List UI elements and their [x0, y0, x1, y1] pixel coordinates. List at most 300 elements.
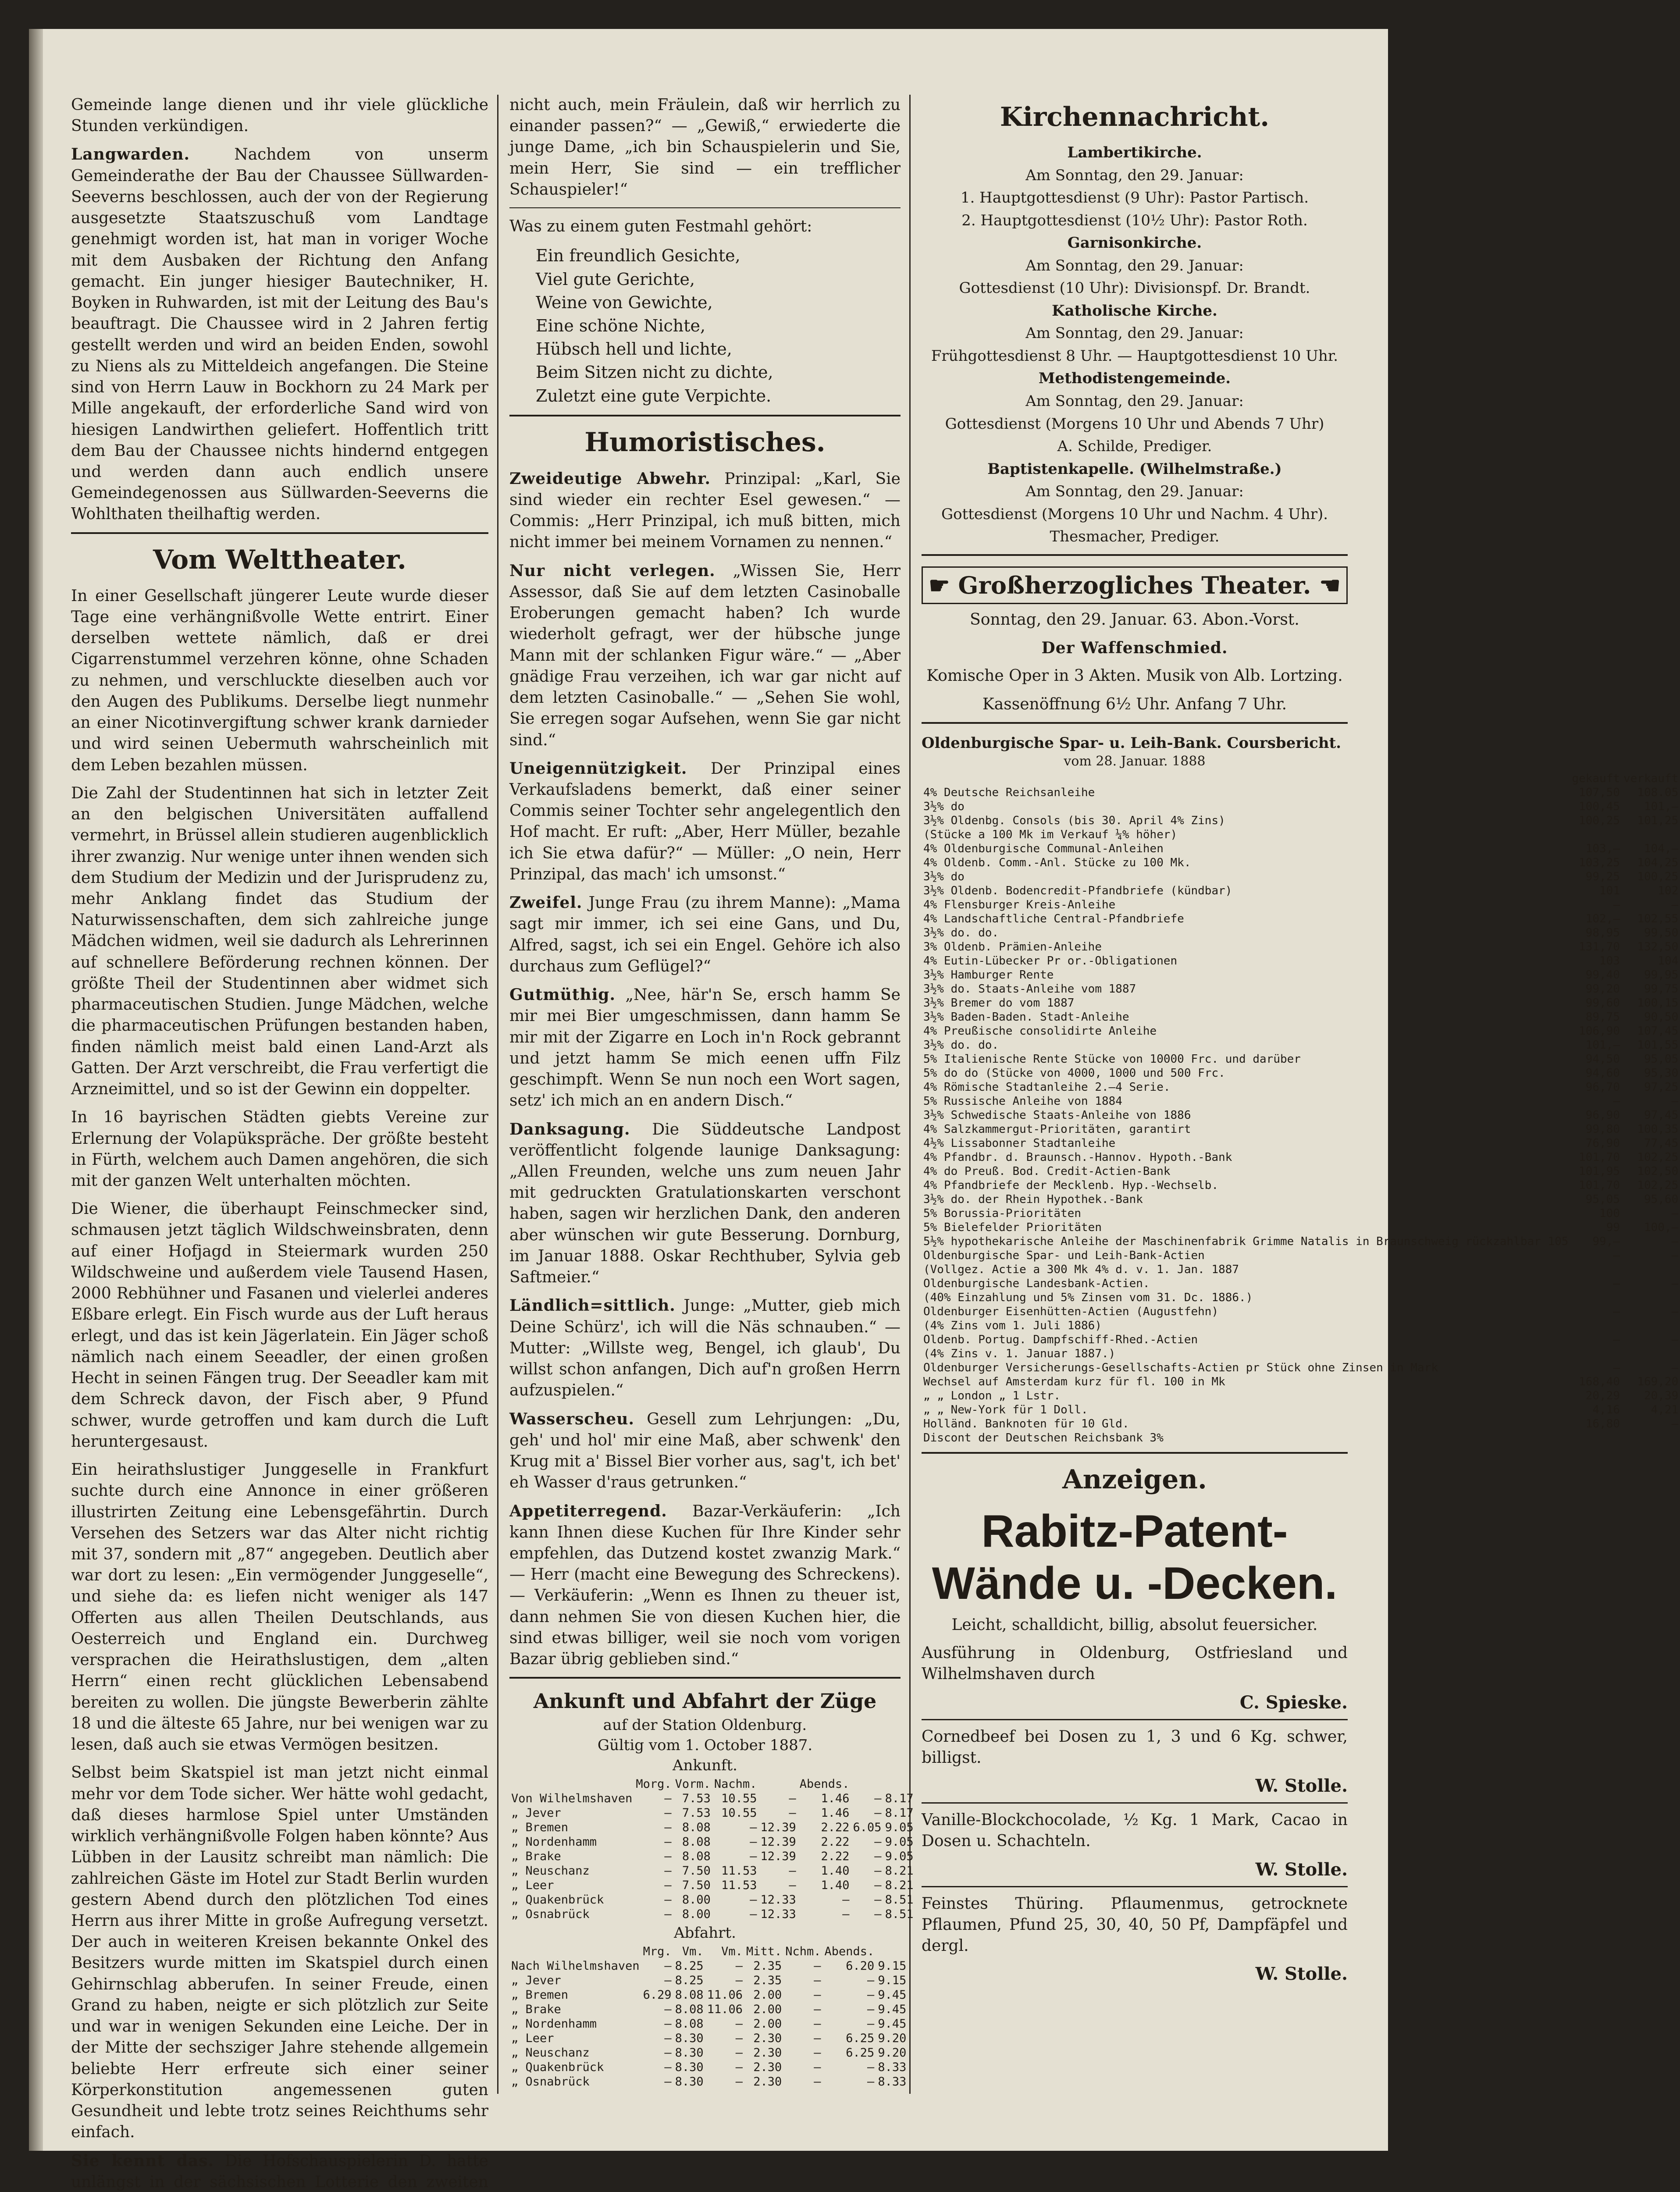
- table-cell: —: [874, 1893, 882, 1907]
- table-row: [922, 1206, 1680, 1221]
- table-cell: 4% Deutsche Reichsanleihe: [923, 786, 1095, 799]
- table-cell: 77,45: [1644, 1136, 1679, 1150]
- article-text: Die Süddeutsche Landpost veröffentlicht folgende launige Danksagung: „Allen Freunden, welche uns zum neuen Jahr mit gedruckten Gratulationskarten verschont haben, sagen wir herzlichen Dank, den anderen aber wünschen wir gute Besserung. Dornburg, im Januar 1888. Oskar Rechthuber, Sylvia geb Saftmeier.“: [509, 1120, 901, 1287]
- article-text: Die Wiener, die überhaupt Feinschmecker sind, schmausen jetzt täglich Wildschweinsbraten, denn auf einer Hofjagd in Steiermark wurden 250 Wildschweine und außerdem viele Tausend Hasen, 2000 Rebhühner und Fasanen und vielerlei anderes Eßbare erlegt. Ein Fisch wurde aus der Luft heraus erlegt, und das ist kein Jägerlatein. Ein Jäger schoß nämlich nach einem Seeadler, der einen großen Hecht in seinen Fängen trug. Der Seeadler kam mit dem Schreck davon, der Fisch aber, 9 Pfund schwer, wurde getroffen und kam durch die Luft heruntergesaust.: [71, 1200, 488, 1451]
- table-cell: 2.30: [753, 2046, 782, 2060]
- table-cell: 101,25: [1637, 814, 1679, 827]
- table-cell: 2.22: [821, 1820, 850, 1834]
- table-header-cell: [922, 772, 1570, 786]
- table-cell: 3½% Oldenbg. Consols (bis 30. April 4% Zins): [923, 814, 1225, 827]
- table-cell: 8.33: [878, 2060, 907, 2074]
- church-line: 1. Hauptgottesdienst (9 Uhr): Pastor Partisch.: [960, 189, 1309, 207]
- table-row: [922, 1150, 1680, 1164]
- table-cell: Oldenburgische Landesbank-Actien.: [923, 1277, 1150, 1290]
- table-row: [509, 1878, 915, 1893]
- quotations-table: [922, 772, 1680, 1445]
- table-cell: 5% Russische Anleihe von 1884: [923, 1094, 1122, 1108]
- table-cell: Holländ. Banknoten für 10 Gld.: [923, 1417, 1129, 1430]
- table-cell: 89,75: [1585, 1010, 1620, 1024]
- table-cell: —: [789, 1806, 796, 1820]
- table-row: [922, 1291, 1680, 1305]
- table-cell: „ Osnabrück: [511, 1907, 590, 1921]
- table-cell: —: [1671, 1249, 1679, 1262]
- continuation-paragraph: nicht auch, mein Fräulein, daß wir herrlich zu einander passen?“ — „Gewiß,“ erwiederte die junge Dame, „ich bin Schauspielerin und Sie, mein Herr, Sie sind — ein trefflicher Schauspieler!“: [509, 96, 901, 199]
- table-cell: 6.20: [846, 1959, 875, 1973]
- table-cell: 10.55: [721, 1806, 757, 1820]
- church-line: Am Sonntag, den 29. Januar:: [1025, 392, 1244, 410]
- table-cell: 2.22: [821, 1849, 850, 1863]
- table-cell: 2.00: [753, 1988, 782, 2002]
- table-cell: 7.53: [682, 1806, 711, 1820]
- timetable-title: Ankunft und Abfahrt der Züge: [533, 1689, 877, 1713]
- table-cell: 99,40: [1585, 968, 1620, 982]
- table-cell: [1570, 828, 1622, 842]
- article: [71, 586, 488, 776]
- table-row: [922, 912, 1680, 926]
- table-row: [509, 1849, 915, 1864]
- table-cell: „ Nordenhamm: [511, 1835, 597, 1849]
- table-cell: —: [814, 2046, 821, 2060]
- table-row: [922, 1235, 1680, 1249]
- table-cell: 96,90: [1585, 1108, 1620, 1122]
- theatre-title-text: Großherzogliches Theater.: [958, 571, 1311, 599]
- table-cell: 3½% Baden-Baden. Stadt-Anleihe: [923, 1010, 1129, 1024]
- ad-text: Leicht, schalldicht, billig, absolut feuersicher.: [951, 1616, 1318, 1634]
- table-cell: 8.30: [675, 2075, 704, 2089]
- table-cell: 2.00: [753, 2002, 782, 2016]
- section-divider: [922, 554, 1348, 556]
- church-line: Frühgottesdienst 8 Uhr. — Hauptgottesdienst 10 Uhr.: [931, 347, 1338, 365]
- column-1: [61, 95, 499, 2191]
- table-cell: 9.15: [878, 1973, 907, 1987]
- table-cell: —: [867, 2075, 875, 2089]
- table-cell: —: [1613, 1249, 1620, 1262]
- table-cell: 107,45: [1637, 1024, 1679, 1038]
- table-cell: 4% Pfandbr. d. Braunsch.-Hannov. Hypoth.-Bank: [923, 1150, 1232, 1164]
- ad-headline-line: Wände u. -Decken.: [932, 1558, 1338, 1609]
- article: [509, 758, 901, 885]
- church-line: Gottesdienst (Morgens 10 Uhr und Abends 7 Uhr): [945, 415, 1324, 433]
- table-cell: [1622, 1319, 1680, 1333]
- table-cell: 104,—: [1644, 842, 1679, 855]
- table-cell: 97,25: [1644, 1080, 1679, 1094]
- table-row: [922, 1164, 1680, 1178]
- table-cell: 95,60: [1644, 1192, 1679, 1206]
- table-row: [509, 1988, 908, 2002]
- departure-table: [509, 1944, 908, 2089]
- table-row: [922, 884, 1680, 898]
- church-line: Am Sonntag, den 29. Januar:: [1025, 483, 1244, 501]
- table-cell: 101,55: [1637, 1038, 1679, 1052]
- table-row: [509, 1907, 915, 1922]
- ad-signature: W. Stolle.: [1255, 1964, 1348, 1985]
- church-line: Am Sonntag, den 29. Januar:: [1025, 256, 1244, 274]
- table-cell: 8.08: [675, 2017, 704, 2031]
- table-cell: 4% Salzkammergut-Prioritäten, garantirt: [923, 1122, 1191, 1136]
- table-header-cell: Vorm.: [675, 1777, 711, 1791]
- table-cell: 99,20: [1585, 982, 1620, 996]
- table-row: [509, 2060, 908, 2075]
- table-cell: 98,95: [1585, 926, 1620, 939]
- table-cell: —: [664, 1864, 672, 1878]
- table-cell: —: [1671, 1206, 1679, 1220]
- table-cell: 4% do Preuß. Bod. Credit-Actien-Bank: [923, 1164, 1171, 1178]
- timetable-validity: Gültig vom 1. October 1887.: [597, 1736, 813, 1754]
- table-cell: 7.50: [682, 1878, 711, 1892]
- table-cell: 99,25: [1585, 870, 1620, 883]
- table-cell: 4,16: [1592, 1403, 1620, 1416]
- article-keyword: Nur nicht verlegen.: [509, 561, 715, 580]
- table-cell: —: [867, 1973, 875, 1987]
- table-cell: 8.30: [675, 2046, 704, 2060]
- table-cell: [1622, 1263, 1680, 1277]
- table-cell: 20,29: [1585, 1389, 1620, 1402]
- table-cell: (Vollgez. Actie a 300 Mk 4% d. v. 1. Jan. 1887: [923, 1263, 1239, 1276]
- table-row: [922, 1375, 1680, 1389]
- table-cell: Discont der Deutschen Reichsbank 3%: [923, 1431, 1164, 1445]
- table-cell: —: [735, 2046, 743, 2060]
- table-cell: —: [735, 2075, 743, 2089]
- article-text: Die Hofschauspielerin D. hatte unlängst in der sächsischen Lotterie den zweiten: [71, 2152, 488, 2191]
- table-cell: „ „ New-York für 1 Doll.: [923, 1403, 1088, 1416]
- table-cell: 12.39: [760, 1820, 796, 1834]
- ad-headline: [922, 1505, 1348, 1610]
- table-cell: 101,—: [1585, 1038, 1620, 1052]
- table-cell: —: [814, 2075, 821, 2089]
- table-row: [922, 1136, 1680, 1150]
- bank-date: vom 28. Januar. 1888: [1064, 753, 1206, 769]
- table-cell: „ Neuschanz: [511, 1864, 590, 1878]
- article-text: Der Prinzipal eines Verkaufsladens bemerkt, daß einer seiner Commis seiner Tochter sehr angelegentlich den Hof macht. Er ruft: „Aber, Herr Müller, bezahle ich Sie etwa dafür?“ — Müller: „O nein, Herr Prinzipal, das mach' ich umsonst.“: [509, 759, 901, 883]
- article: [509, 1501, 901, 1670]
- train-timetable: [509, 1689, 914, 2089]
- table-row: [922, 842, 1680, 856]
- table-cell: [1622, 1431, 1680, 1445]
- table-header-cell: [509, 1944, 641, 1959]
- article: [71, 783, 488, 1100]
- section-divider: [922, 1452, 1348, 1454]
- table-header-cell: gekauft: [1572, 772, 1620, 785]
- ads-title: Anzeigen.: [1062, 1464, 1207, 1495]
- table-row: [922, 996, 1680, 1010]
- poem-line: Ein freundlich Gesichte,: [536, 246, 740, 266]
- article-keyword: Appetiterregend.: [509, 1502, 667, 1520]
- article-keyword: Ländlich=sittlich.: [509, 1296, 676, 1315]
- church-line: Am Sonntag, den 29. Januar:: [1025, 166, 1244, 184]
- church-line: Katholische Kirche.: [1052, 302, 1217, 320]
- table-cell: 97,45: [1644, 1108, 1679, 1122]
- table-cell: —: [664, 1806, 672, 1820]
- table-row: [922, 1024, 1680, 1038]
- table-cell: —: [874, 1907, 882, 1921]
- table-cell: [1570, 1291, 1622, 1305]
- table-cell: „ Neuschanz: [511, 2046, 590, 2060]
- table-row: [509, 1820, 915, 1835]
- table-cell: 101: [1599, 884, 1620, 897]
- table-cell: 100,—: [1644, 1221, 1679, 1234]
- table-cell: „ Brake: [511, 2002, 561, 2016]
- church-line: Methodistengemeinde.: [1038, 370, 1231, 388]
- table-cell: —: [664, 2060, 672, 2074]
- table-header-row: [922, 772, 1680, 786]
- article: [509, 984, 901, 1111]
- table-row: [509, 2017, 908, 2031]
- table-header-cell: Vm.: [721, 1944, 743, 1958]
- table-cell: —: [867, 2002, 875, 2016]
- table-cell: „ Jever: [511, 1973, 561, 1987]
- table-cell: Von Wilhelmshaven: [511, 1791, 633, 1805]
- table-cell: 8.08: [682, 1820, 711, 1834]
- table-row: [922, 1122, 1680, 1136]
- ad-pflaumen: [922, 1886, 1348, 1985]
- table-cell: 101,95: [1579, 1164, 1620, 1178]
- ad-text: Feinstes Thüring. Pflaumenmus, getrocknete Pflaumen, Pfund 25, 30, 40, 50 Pf, Dampfäpfel und dergl.: [922, 1894, 1348, 1955]
- table-cell: „ Bremen: [511, 1820, 569, 1834]
- table-header-cell: Abends.: [799, 1777, 850, 1791]
- table-cell: 3½% Bremer do vom 1887: [923, 996, 1075, 1010]
- table-cell: —: [664, 2002, 672, 2016]
- table-row: [922, 1192, 1680, 1206]
- table-cell: —: [789, 1878, 796, 1892]
- ad-text: Vanille-Blockchocolade, ½ Kg. 1 Mark, Cacao in Dosen u. Schachteln.: [922, 1811, 1348, 1850]
- table-cell: —: [664, 2075, 672, 2089]
- poem-line: Hübsch hell und lichte,: [536, 339, 732, 359]
- table-cell: 8.08: [682, 1849, 711, 1863]
- table-cell: 12.39: [760, 1835, 796, 1849]
- article: [509, 1409, 901, 1494]
- ad-signature: W. Stolle.: [1255, 1776, 1348, 1797]
- article-text: Die Zahl der Studentinnen hat sich in letzter Zeit an den belgischen Universitäten auffallend vermehrt, in Brüssel allein studieren augenblicklich ihrer zwanzig. Nur wenige unter ihnen wenden sich dem Studium der Medizin und der Jurisprudenz zu, mehr Anklang findet das Studium der Naturwissenschaften, dem sich zahlreiche junge Mädchen widmen, weil sie dadurch als Lehrerinnen auf schnellere Beförderung rechnen können. Der größte Theil der Studentinnen aber widmet sich pharmaceutischen Studien. Junge Mädchen, welche die pharmaceutischen Prüfungen bestanden haben, finden nämlich meist bald einen Land-Arzt als Gatten. Der Arzt verschreibt, die Frau verfertigt die Arzneimittel, und so ist der Gewinn ein doppelter.: [71, 784, 488, 1099]
- table-cell: 3½% do: [923, 870, 965, 883]
- table-cell: 4% Römische Stadtanleihe 2.—4 Serie.: [923, 1080, 1171, 1094]
- table-cell: 8.00: [682, 1893, 711, 1907]
- table-cell: 5% do do (Stücke von 4000, 1000 und 500 Frc.: [923, 1066, 1225, 1080]
- table-cell: 104,25: [1637, 856, 1679, 869]
- table-cell: 4% Preußische consolidirte Anleihe: [923, 1024, 1157, 1038]
- table-cell: „ Leer: [511, 1878, 554, 1892]
- theatre-times: Kassenöffnung 6½ Uhr. Anfang 7 Uhr.: [982, 695, 1287, 713]
- table-cell: —: [1613, 1333, 1620, 1346]
- table-cell: 3½% do. Staats-Anleihe vom 1887: [923, 982, 1136, 996]
- table-cell: 4% Landschaftliche Central-Pfandbriefe: [923, 912, 1184, 925]
- table-header-cell: Vm.: [682, 1944, 704, 1958]
- table-header-cell: [758, 1777, 797, 1791]
- pointing-hand-icon: ☛: [929, 571, 958, 599]
- stock-quotations: [922, 734, 1679, 1445]
- table-cell: Oldenburger Versicherungs-Gesellschafts-Actien pr Stück ohne Zinsen in Mark: [923, 1361, 1438, 1374]
- table-cell: Oldenburgische Spar- und Leih-Bank-Actien: [923, 1249, 1205, 1262]
- table-cell: —: [789, 1791, 796, 1805]
- table-header-cell: [509, 1777, 634, 1791]
- table-cell: 4½% Lissabonner Stadtanleihe: [923, 1136, 1116, 1150]
- article: [509, 560, 901, 751]
- table-cell: —: [1671, 898, 1679, 911]
- table-cell: —: [750, 1893, 757, 1907]
- table-cell: —: [842, 1893, 850, 1907]
- table-cell: —: [874, 1791, 882, 1805]
- table-cell: 106,90: [1579, 1024, 1620, 1038]
- table-row: [922, 1080, 1680, 1094]
- table-cell: 1.40: [821, 1878, 850, 1892]
- table-cell: 95,30: [1644, 1066, 1679, 1080]
- table-cell: 100,25: [1579, 814, 1620, 827]
- ad-signature: W. Stolle.: [1255, 1859, 1348, 1880]
- table-cell: „ Bremen: [511, 1988, 569, 2002]
- table-cell: 168,40: [1579, 1375, 1620, 1388]
- table-cell: (4% Zins vom 1. Juli 1886): [923, 1319, 1102, 1332]
- poem-line: Zuletzt eine gute Verpichte.: [536, 386, 772, 406]
- table-row: [509, 1893, 915, 1907]
- table-cell: 6.25: [846, 2046, 875, 2060]
- pointing-hand-icon: ☚: [1311, 571, 1341, 599]
- article: [509, 1119, 901, 1288]
- table-cell: —: [664, 2017, 672, 2031]
- table-cell: 8.33: [878, 2075, 907, 2089]
- timetable-subtitle: auf der Station Oldenburg.: [603, 1716, 807, 1734]
- table-cell: 99,50: [1644, 926, 1679, 939]
- section-title: Vom Welttheater.: [153, 544, 406, 575]
- table-cell: 131,70: [1579, 940, 1620, 954]
- table-row: [922, 1263, 1680, 1277]
- table-cell: 99,—: [1592, 1235, 1620, 1248]
- church-line: Thesmacher, Prediger.: [1050, 528, 1220, 546]
- table-cell: —: [1671, 1305, 1679, 1318]
- table-cell: 9.20: [878, 2031, 907, 2045]
- theatre-notice: [922, 566, 1348, 715]
- table-cell: —: [664, 1893, 672, 1907]
- table-cell: 3½% do. der Rhein Hypothek.-Bank: [923, 1192, 1143, 1206]
- table-cell: 8.30: [675, 2031, 704, 2045]
- table-cell: —: [735, 2060, 743, 2074]
- table-cell: 100,45: [1579, 800, 1620, 813]
- continuation-paragraph: Gemeinde lange dienen und ihr viele glückliche Stunden verkündigen.: [71, 96, 488, 135]
- table-cell: —: [1671, 1417, 1679, 1430]
- table-cell: „ Quakenbrück: [511, 1893, 604, 1907]
- table-cell: —: [789, 1864, 796, 1878]
- table-cell: 101,70: [1579, 1178, 1620, 1192]
- table-row: [509, 2075, 908, 2089]
- table-cell: 2.22: [821, 1835, 850, 1849]
- table-cell: [1622, 1347, 1680, 1361]
- newspaper-page: [29, 29, 1679, 2191]
- table-cell: —: [664, 1907, 672, 1921]
- table-cell: 11.06: [707, 2002, 743, 2016]
- table-cell: 1.46: [821, 1806, 850, 1820]
- table-cell: 103: [1599, 954, 1620, 968]
- table-cell: 103,—: [1585, 842, 1620, 855]
- table-cell: —: [814, 1988, 821, 2002]
- article-text: Nachdem von unserm Gemeinderathe der Bau der Chaussee Süllwarden-Seeverns beschlossen, auch der von der Regierung ausgesetzte Staatszuschuß vom Landtage genehmigt worden ist, hat man in voriger Woche mit dem Ausbaken der Richtung den Anfang gemacht. Ein junger hiesiger Bautechniker, H. Boyken in Ruhwarden, ist mit der Leitung des Bau's beauftragt. Die Chaussee wird in 2 Jahren fertig gestellt werden und wird an beiden Enden, sowohl zu Niens als zu Mitteldeich angefangen. Die Steine sind von Herrn Lauw in Bockhorn zu 24 Mark per Mille angekauft, der erforderliche Sand wird von hiesigen Landwirthen geliefert. Hoffentlich tritt dem Bau der Chaussee nichts hindernd entgegen und werden dann auch endlich unsere Gemeindegenossen aus Süllwarden-Seeverns die Wohlthaten theilhaftig werden.: [71, 146, 488, 523]
- table-cell: 95,05: [1644, 1052, 1679, 1066]
- table-cell: 4% Flensburger Kreis-Anleihe: [923, 898, 1116, 911]
- table-cell: 3½% do. do.: [923, 1038, 999, 1052]
- table-cell: 8.21: [885, 1878, 914, 1892]
- table-cell: —: [1613, 1277, 1620, 1290]
- table-cell: (40% Einzahlung und 5% Zinsen vom 31. Dc. 1886.): [923, 1291, 1253, 1304]
- church-line: A. Schilde, Prediger.: [1057, 438, 1212, 455]
- table-cell: 102,55: [1637, 912, 1679, 925]
- table-cell: —: [874, 1878, 882, 1892]
- table-cell: —: [735, 1959, 743, 1973]
- article: [509, 892, 901, 977]
- table-cell: 4% Pfandbriefe der Mecklenb. Hyp.-Wechselb.: [923, 1178, 1219, 1192]
- article: [71, 2150, 488, 2192]
- table-row: [922, 1389, 1680, 1403]
- table-cell: Wechsel auf Amsterdam kurz für fl. 100 in Mk: [923, 1375, 1225, 1388]
- table-cell: 6.25: [846, 2031, 875, 2045]
- table-cell: 99: [1606, 1221, 1620, 1234]
- table-row: [922, 1403, 1680, 1417]
- table-cell: [1622, 1291, 1680, 1305]
- table-cell: —: [735, 2017, 743, 2031]
- table-cell: „ Quakenbrück: [511, 2060, 604, 2074]
- article: [71, 1199, 488, 1452]
- table-row: [922, 940, 1680, 954]
- table-cell: „ Jever: [511, 1806, 561, 1820]
- table-cell: 4% Oldenb. Comm.-Anl. Stücke zu 100 Mk.: [923, 856, 1191, 869]
- table-cell: —: [867, 2060, 875, 2074]
- table-cell: —: [814, 2060, 821, 2074]
- article-keyword: Zweideutige Abwehr.: [509, 469, 711, 488]
- article-text: Prinzipal: „Karl, Sie sind wieder ein rechter Esel gewesen.“ — Commis: „Herr Prinzipal, ich muß bitten, mich nicht immer bei meinem Vornamen zu nennen.“: [509, 470, 901, 552]
- table-header-cell: Nchm.: [785, 1944, 821, 1958]
- table-row: [922, 1417, 1680, 1431]
- table-cell: —: [867, 1988, 875, 2002]
- table-cell: 8.08: [675, 1988, 704, 2002]
- table-cell: —: [874, 1835, 882, 1849]
- table-row: [922, 1221, 1680, 1235]
- table-cell: 102,25: [1637, 1178, 1679, 1192]
- table-cell: „ Nordenhamm: [511, 2017, 597, 2031]
- article-text: „Wissen Sie, Herr Assessor, daß Sie auf dem letzten Casinoballe Eroberungen gemacht haben? Ich wurde wiederholt gefragt, wer der hübsche junge Mann mit der schlanken Figur wäre.“ — „Aber gnädige Frau verzeihen, ich war gar nicht auf dem letzten Casinoballe.“ — „Sehen Sie wohl, Sie erregen sogar Aufsehen, wenn Sie gar nicht sind.“: [509, 562, 901, 749]
- table-cell: 11.53: [721, 1878, 757, 1892]
- table-cell: 101,—: [1644, 800, 1679, 813]
- table-cell: —: [874, 1849, 882, 1863]
- table-cell: 2.00: [753, 2017, 782, 2031]
- table-row: [509, 1806, 915, 1820]
- table-cell: 9.05: [885, 1820, 914, 1834]
- table-cell: —: [1671, 1333, 1679, 1346]
- table-row: [922, 1305, 1680, 1319]
- ad-vanille: [922, 1802, 1348, 1879]
- table-cell: 102: [1658, 884, 1679, 897]
- humor-items: [509, 468, 901, 1670]
- table-cell: 3½% Oldenb. Bodencredit-Pfandbriefe (kündbar): [923, 884, 1232, 897]
- table-cell: 76,90: [1585, 1136, 1620, 1150]
- table-cell: 7.50: [682, 1864, 711, 1878]
- table-cell: —: [750, 1907, 757, 1921]
- table-cell: 94,50: [1585, 1052, 1620, 1066]
- table-cell: 100,25: [1637, 870, 1679, 883]
- table-cell: 8.21: [885, 1864, 914, 1878]
- table-cell: (Stücke a 100 Mk im Verkauf ¼% höher): [923, 828, 1178, 841]
- table-cell: 103,25: [1579, 856, 1620, 869]
- table-cell: 100: [1599, 1206, 1620, 1220]
- table-cell: 5½% hypothekarische Anleihe der Maschinenfabrik Grimme Natalis in Braunschweig rückzahlbar 105: [923, 1235, 1569, 1248]
- table-cell: —: [664, 2031, 672, 2045]
- table-cell: 12.33: [760, 1907, 796, 1921]
- table-cell: 11.53: [721, 1864, 757, 1878]
- table-cell: 5% Borussia-Prioritäten: [923, 1206, 1082, 1220]
- article-text: Selbst beim Skatspiel ist man jetzt nicht einmal mehr vor dem Tode sicher. Wer hätte wohl gedacht, daß dieses harmlose Spiel unter Umständen wirklich verhängnißvolle Folgen haben könnte? Aus Lübben in der Lausitz schreibt man nämlich: Die zahlreichen Gäste im Hotel zur Stadt Berlin wurden gestern Abend durch den plötzlichen Tod eines Herrn aus ihrer Mitte in große Aufregung versetzt. Der auch in weiteren Kreisen bekannte Onkel des Besitzers wurde mitten im Skatspiel durch einen Gehirnschlag abberufen. In seiner Freude, einen Grand zu haben, neigte er sich plötzlich zur Seite und war in wenigen Sekunden eine Leiche. Der in der Mitte der sechsziger Jahre stehende allgemein beliebte Herr erfreute sich einer seiner Körperkonstitution angemessenen guten Gesundheit und lebte trotz seines Reichthums sehr einfach.: [71, 1764, 488, 2142]
- table-cell: 10.55: [721, 1791, 757, 1805]
- news-items: [71, 586, 488, 2192]
- table-cell: „ Brake: [511, 1849, 561, 1863]
- theatre-play: Der Waffenschmied.: [1041, 639, 1228, 658]
- table-cell: Oldenburger Eisenhütten-Actien (Augustfehn): [923, 1305, 1219, 1318]
- table-cell: 108.05: [1637, 786, 1679, 799]
- table-cell: 104: [1658, 954, 1679, 968]
